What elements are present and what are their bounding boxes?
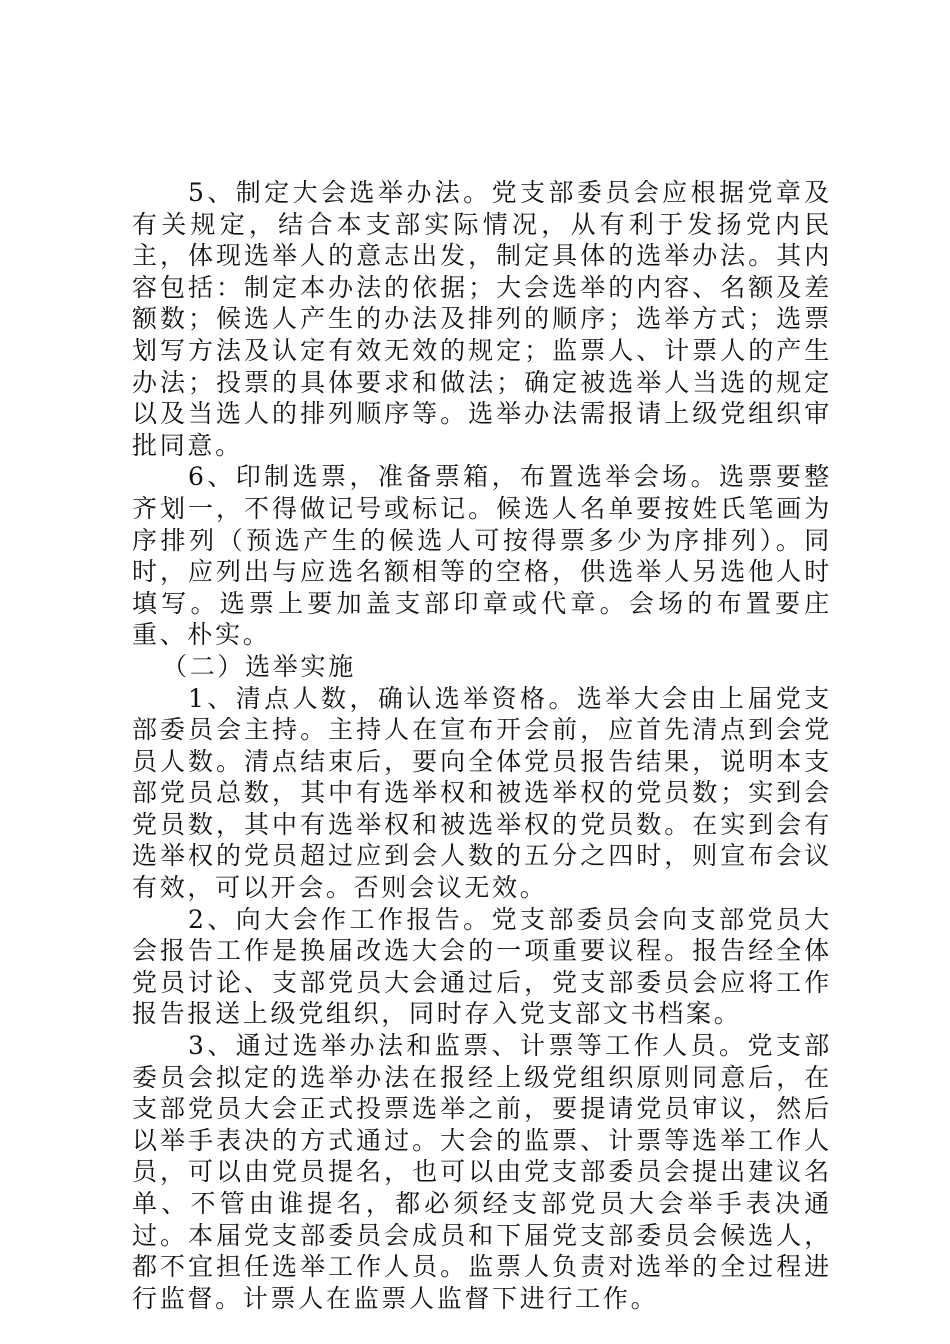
paragraph-headcount: 1、清点人数，确认选举资格。选举大会由上届党支部委员会主持。主持人在宣布开会前，应首先清点到会党员人数。清点结束后，要向全体党员报告结果，说明本支部党员总数，其中有选举权和被选举权的党员数；实到会党员数，其中有选举权和被选举权的党员数。在实到会有选举权的党员超过应到会人数的五分之四时，则宣布会议有效，可以开会。否则会议无效。	[132, 683, 832, 903]
section-heading-election-implementation: （二）选举实施	[162, 651, 356, 681]
paragraph-work-report: 2、向大会作工作报告。党支部委员会向支部党员大会报告工作是换届改选大会的一项重要议程。报告经全体党员讨论、支部党员大会通过后，党支部委员会应将工作报告报送上级党组织，同时存入党支部文书档案。	[132, 904, 832, 1029]
paragraph-ballot-preparation: 6、印制选票，准备票箱，布置选举会场。选票要整齐划一，不得做记号或标记。候选人名单要按姓氏笔画为序排列（预选产生的候选人可按得票多少为序排列）。同时，应列出与应选名额相等的空格，供选举人另选他人时填写。选票上要加盖支部印章或代章。会场的布置要庄重、朴实。	[132, 462, 832, 650]
paragraph-election-rules: 5、制定大会选举办法。党支部委员会应根据党章及有关规定，结合本支部实际情况，从有利于发扬党内民主，体现选举人的意志出发，制定具体的选举办法。其内容包括：制定本办法的依据；大会选举的内容、名额及差额数；候选人产生的办法及排列的顺序；选举方式；选票划写方法及认定有效无效的规定；监票人、计票人的产生办法；投票的具体要求和做法；确定被选举人当选的规定以及当选人的排列顺序等。选举办法需报请上级党组织审批同意。	[132, 178, 832, 460]
paragraph-election-staff: 3、通过选举办法和监票、计票等工作人员。党支部委员会拟定的选举办法在报经上级党组织原则同意后，在支部党员大会正式投票选举之前，要提请党员审议，然后以举手表决的方式通过。大会的监票、计票等选举工作人员，可以由党员提名，也可以由党支部委员会提出建议名单、不管由谁提名，都必须经支部党员大会举手表决通过。本届党支部委员会成员和下届党支部委员会候选人，都不宜担任选举工作人员。监票人负责对选举的全过程进行监督。计票人在监票人监督下进行工作。	[132, 1031, 832, 1313]
document-body	[132, 177, 832, 1314]
